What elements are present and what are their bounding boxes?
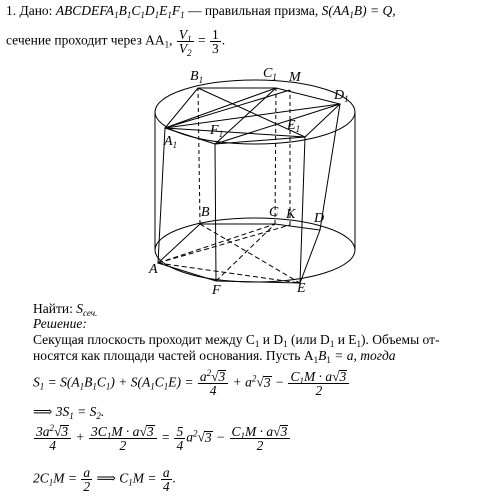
ratio-value: $\frac{1}{3}$ bbox=[212, 27, 219, 56]
label-f1: $F_1$ bbox=[210, 123, 224, 139]
label-e1: $E_1$ bbox=[287, 118, 301, 134]
label-c1: $C_1$ bbox=[263, 66, 277, 82]
label-a: A bbox=[149, 262, 158, 277]
label-c: C bbox=[269, 205, 279, 220]
equation-1: $S_1 = S(A_1B_1C_1) + S(A_1C_1E)$ = $\frac{a^2√3}{4}$ + $a^2√3$ − $\frac{C_1M \cdot a√3}{2}$ bbox=[33, 370, 350, 397]
find-line bbox=[33, 301, 97, 317]
label-d1: $D_1$ bbox=[334, 88, 349, 104]
top-diagonal-6 bbox=[215, 104, 340, 144]
solution-paragraph-2: носятся как площади частей основания. Пусть $A_1B_1 = a$, тогда bbox=[33, 348, 396, 365]
solution-label: Решение: bbox=[33, 316, 87, 331]
area-expression: $S(AA_1B) = Q$, bbox=[321, 3, 396, 20]
dash-text: — правильная призма, bbox=[187, 3, 319, 18]
volume-ratio: $\frac{V_1}{V_2}$ bbox=[178, 27, 192, 58]
equation-3: $\frac{3a^2√3}{4}$ + $\frac{3C_1M \cdot a√3}{2}$ = $\frac{5}{4}$ $a^2√3$ − $\frac{C_1M \cdot a√3}{2}$ bbox=[33, 425, 291, 452]
problem-number: 1. bbox=[6, 3, 17, 18]
ratio-eq: = bbox=[198, 32, 206, 48]
edge-bb1 bbox=[198, 88, 200, 224]
top-diagonal-1 bbox=[165, 104, 340, 128]
problem-line-2: сечение проходит через $AA_1$, $\frac{V_1}{V_2}$ = $\frac{1}{3}$ . bbox=[6, 27, 226, 58]
edge-ee1 bbox=[300, 137, 305, 283]
equation-2: ⟹ $3S_1 = S_2$. bbox=[33, 404, 105, 421]
edge-cc1 bbox=[275, 88, 276, 224]
label-b1: $B_1$ bbox=[190, 69, 204, 85]
given-label: Дано: bbox=[19, 3, 53, 18]
label-d: D bbox=[314, 211, 325, 226]
top-to-m bbox=[165, 90, 290, 128]
prism-name: $ABCDEFA_1B_1C_1D_1E_1F_1$ bbox=[55, 3, 185, 20]
bottom-dash-1 bbox=[158, 224, 275, 263]
bottom-dash-5 bbox=[216, 224, 275, 281]
solution-paragraph-1: Секущая плоскость проходит между $C_1$ и $D_1$ (или $D_1$ и $E_1$). Объемы от- bbox=[33, 332, 440, 349]
find-target: $S_{сеч.}$ bbox=[76, 301, 98, 318]
label-m: M bbox=[289, 70, 301, 85]
top-diagonal-5 bbox=[215, 88, 276, 144]
equation-4: $2C_1M$ = $\frac{a}{2}$ ⟹ $C_1M$ = $\frac{a}{4}$ . bbox=[33, 465, 176, 494]
label-e: E bbox=[297, 281, 306, 296]
bottom-ellipse bbox=[155, 218, 355, 282]
frac-a2sqrt3-4: $\frac{a^2√3}{4}$ bbox=[198, 370, 228, 397]
find-label: Найти: bbox=[33, 301, 73, 316]
bottom-dash-3 bbox=[158, 263, 300, 283]
edge-ff1 bbox=[215, 144, 216, 281]
label-k: K bbox=[286, 207, 296, 222]
label-f: F bbox=[212, 283, 221, 298]
label-a1: $A_1$ bbox=[164, 134, 178, 150]
section-text: сечение проходит через AA bbox=[6, 32, 165, 48]
label-b: B bbox=[201, 205, 210, 220]
frac-c1m-2: $\frac{C_1M \cdot a√3}{2}$ bbox=[288, 370, 349, 397]
